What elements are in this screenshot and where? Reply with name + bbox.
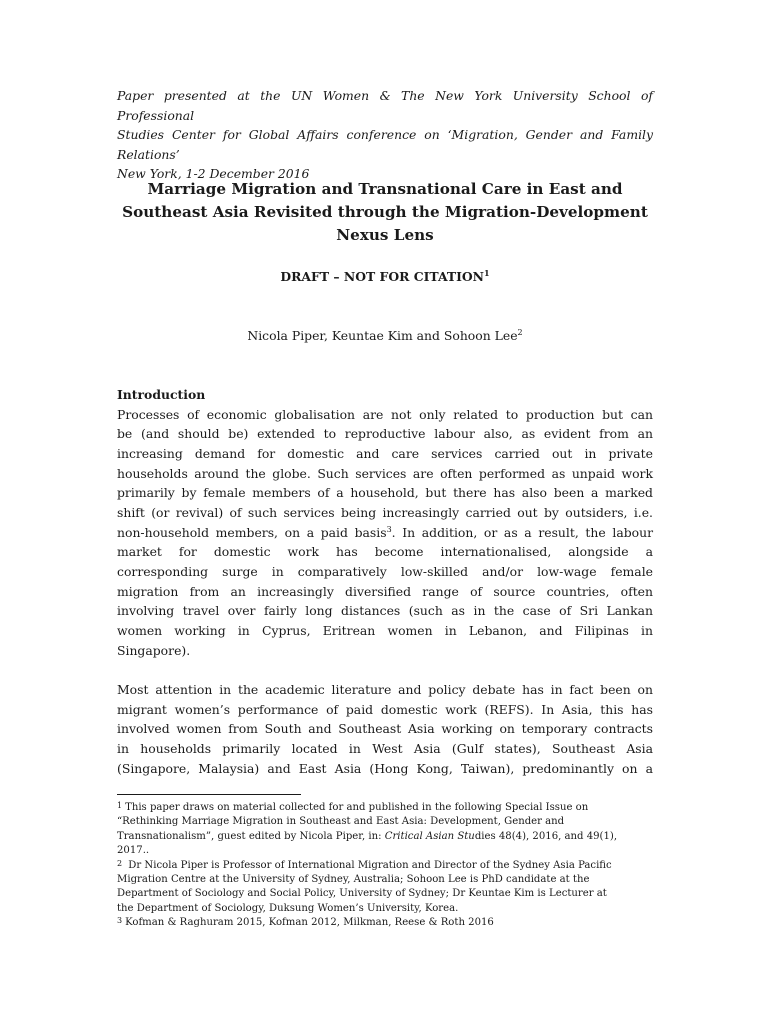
- footnote-text: This paper draws on material collected for and published in the following Special Issue on: [125, 802, 589, 813]
- body-line: [117, 523, 653, 543]
- footnotes: [117, 801, 653, 931]
- body-line: involving travel over fairly long distances (such as in the case of Sri Lankan: [117, 603, 653, 619]
- conference-note-line: Studies Center for Global Affairs conference on ‘Migration, Gender and Family Relations’: [117, 127, 653, 162]
- conference-note-line: Paper presented at the UN Women & The New York University School of Professional: [117, 88, 653, 123]
- paper-title: [110, 178, 660, 247]
- paragraph-2: [117, 680, 653, 778]
- section-heading: Introduction: [117, 387, 206, 402]
- footnote-number: 3: [117, 916, 123, 926]
- body-line: shift (or revival) of such services being increasingly carried out by outsiders, i.e.: [117, 504, 653, 520]
- body-line: (Singapore, Malaysia) and East Asia (Hong Kong, Taiwan), predominantly on a: [117, 760, 653, 776]
- footnote-line: Department of Sociology and Social Policy, University of Sydney; Dr Keuntae Kim is Lecturer at: [117, 888, 607, 900]
- authors-text: Nicola Piper, Keuntae Kim and Sohoon Lee: [247, 328, 518, 343]
- footnote-number: 1: [117, 801, 123, 810]
- footnote-line: the Department of Sociology, Duksung Women’s University, Korea.: [117, 902, 459, 914]
- body-line: Singapore).: [117, 642, 191, 658]
- footnote-text: dies 48(4), 2016, and 49(1),: [474, 830, 618, 842]
- footnote-ref: 2: [517, 327, 523, 337]
- body-line: Most attention in the academic literature and policy debate has in fact been on: [117, 682, 653, 697]
- authors: [117, 327, 653, 345]
- body-line: Processes of economic globalisation are not only related to production but can: [117, 406, 653, 422]
- footnote-line: “Rethinking Marriage Migration in Southeast and East Asia: Development, Gender and: [117, 816, 565, 828]
- body-line: market for domestic work has become internationalised, alongside a: [117, 544, 653, 560]
- draft-label-text: DRAFT – NOT FOR CITATION: [280, 269, 485, 284]
- title-line: Marriage Migration and Transnational Care in East and: [147, 180, 623, 198]
- footnote-2: [117, 859, 653, 873]
- footnote-number: 2: [117, 858, 123, 868]
- body-line-part: . In addition, or as a result, the labour: [391, 524, 653, 540]
- body-line: involved women from South and Southeast Asia working on temporary contracts: [117, 721, 653, 737]
- draft-label: [117, 268, 653, 286]
- title-line: Nexus Lens: [336, 226, 434, 244]
- introduction-section: [117, 385, 653, 660]
- body-line: be (and should be) extended to reproductive labour also, as evident from an: [117, 426, 653, 442]
- footnote-line: [117, 830, 653, 844]
- footnote-separator: [117, 794, 301, 795]
- body-line-part: non-household members, on a paid basis: [117, 524, 387, 540]
- footnote-1: [117, 801, 653, 815]
- footnote-text: Kofman & Raghuram 2015, Kofman 2012, Milkman, Reese & Roth 2016: [125, 917, 494, 929]
- title-line: Southeast Asia Revisited through the Migration-Development: [122, 203, 648, 221]
- journal-title: Critical Asian Stu: [384, 830, 475, 842]
- body-line: primarily by female members of a household, but there has also been a marked: [117, 485, 653, 501]
- footnote-text: Transnationalism”, guest edited by Nicola Piper, in:: [117, 830, 385, 842]
- footnote-line: 2017..: [117, 845, 150, 857]
- conference-note: [117, 86, 653, 184]
- body-line: increasing demand for domestic and care services carried out in private: [117, 445, 653, 461]
- body-line: migration from an increasingly diversified range of source countries, often: [117, 583, 653, 599]
- footnote-ref: 1: [484, 267, 490, 278]
- body-line: households around the globe. Such services are often performed as unpaid work: [117, 465, 653, 481]
- footnote-ref: 3: [386, 524, 392, 534]
- body-line: migrant women’s performance of paid domestic work (REFS). In Asia, this has: [117, 701, 653, 717]
- body-line: women working in Cyprus, Eritrean women in Lebanon, and Filipinas in: [117, 622, 653, 638]
- conference-note-line: New York, 1-2 December 2016: [117, 166, 310, 181]
- footnote-text: Dr Nicola Piper is Professor of International Migration and Director of the Sydney Asia Pacific: [125, 859, 612, 871]
- body-line: corresponding surge in comparatively low-skilled and/or low-wage female: [117, 563, 653, 579]
- footnote-3: [117, 916, 653, 930]
- footnote-line: Migration Centre at the University of Sydney, Australia; Sohoon Lee is PhD candidate at the: [117, 874, 590, 886]
- body-line: in households primarily located in West Asia (Gulf states), Southeast Asia: [117, 740, 653, 756]
